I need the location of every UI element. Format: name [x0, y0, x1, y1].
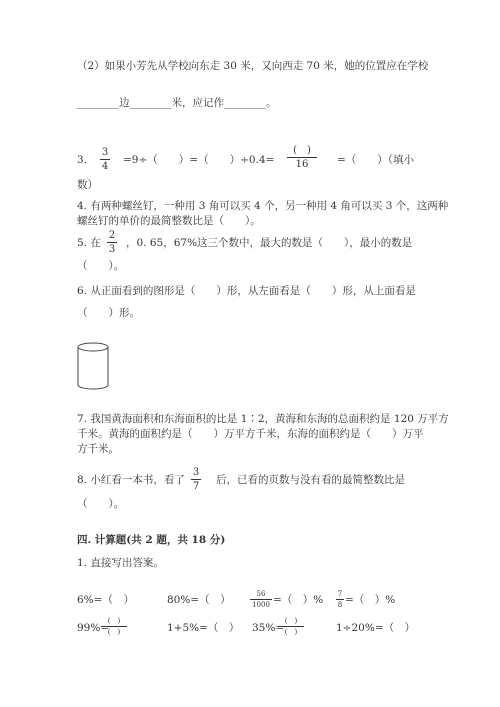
q5-fraction [107, 230, 117, 255]
q3-frac-numerator: 3 [101, 147, 109, 158]
q5-frac-numerator: 2 [108, 230, 116, 241]
calc-r1c4-denominator: 8 [337, 601, 343, 609]
q6-line2: （ ）形。 [77, 307, 140, 319]
calc-r1c4-rest: =（ ）% [345, 594, 396, 606]
q4-line2: 螺丝钉的单价的最简整数比是（ ）。 [77, 215, 261, 227]
q3-tail-2: 数） [77, 179, 98, 191]
q8-rest: 后，已看的页数与没有看的最简整数比是 [216, 474, 405, 486]
q7-line2: 千米。黄海的面积约是（ ）万平方千米，东海的面积约是（ ）万平 [77, 428, 424, 440]
calc-r2c4: 1÷20%=（ ） [336, 622, 416, 634]
q3-middle: =9÷（ ）=（ ）÷0.4= [123, 154, 275, 166]
q8-fraction [191, 467, 201, 492]
calc-r1c4-numerator: 7 [337, 590, 343, 598]
q5-line2: （ ）。 [77, 260, 125, 272]
q8-frac-numerator: 3 [192, 467, 200, 478]
q8-frac-denominator: 7 [192, 481, 200, 492]
calc-r1c1: 6%=（ ） [77, 594, 134, 606]
calc-r1c4-fraction [336, 590, 344, 609]
q8-line2: （ ）。 [77, 498, 125, 510]
calc-r1c3-rest: =（ ）% [273, 594, 324, 606]
q5-rest: ，0. 65，67%这三个数中，最大的数是（ ），最小的数是 [126, 237, 413, 249]
q7-line1: 7. 我国黄海面积和东海面积的比是 1∶2，黄海和东海的总面积约是 120 万平方 [77, 413, 449, 425]
q7-line3: 方千米。 [77, 443, 119, 455]
section4-q1: 1. 直接写出答案。 [77, 557, 164, 569]
calc-r1c3-denominator: 1000 [252, 601, 270, 609]
q5-frac-denominator: 3 [108, 244, 116, 255]
calc-r2c3-denominator: ( ) [284, 628, 298, 636]
q3-fraction-2 [287, 145, 317, 170]
q8-prefix: 8. 小红看一本书，看了 [77, 474, 185, 486]
q6-line1: 6. 从正面看到的图形是（ ）形，从左面看是（ ）形，从上面看是 [77, 285, 416, 297]
calc-r2c1-fraction [101, 617, 127, 636]
q3-tail: =（ ）（填小 [337, 154, 415, 166]
q3-frac-denominator: 4 [101, 161, 109, 172]
calc-r2c1-numerator: ( ) [107, 617, 121, 625]
q3-frac2-numerator: ( ) [293, 145, 311, 156]
calc-r2c1-pre: 99%= [77, 622, 110, 634]
cylinder-figure [75, 341, 111, 393]
calc-r2c3-numerator: ( ) [284, 617, 298, 625]
calc-r1c3-fraction [250, 590, 272, 609]
q3-frac2-denominator: 16 [295, 159, 309, 170]
q4-line1: 4. 有两种螺丝钉，一种用 3 角可以买 4 个，另一种用 4 角可以买 3 个，这两种 [77, 200, 449, 212]
q2-line2: ________边________米，应记作________。 [77, 97, 277, 109]
calc-r1c3-numerator: 56 [256, 590, 266, 598]
q2-line1: （2）如果小芳先从学校向东走 30 米，又向西走 70 米，她的位置应在学校 [77, 60, 429, 72]
q3-number: 3. [77, 154, 88, 166]
calc-r2c1-denominator: ( ) [107, 628, 121, 636]
q3-fraction [100, 147, 110, 172]
calc-r2c3-pre: 35%= [252, 622, 285, 634]
calc-r1c2: 80%=（ ） [167, 594, 231, 606]
q5-prefix: 5. 在 [77, 237, 101, 249]
calc-r2c2: 1+5%=（ ） [167, 622, 240, 634]
section4-title: 四. 计算题(共 2 题，共 18 分) [77, 534, 226, 546]
calc-r2c3-fraction [278, 617, 304, 636]
